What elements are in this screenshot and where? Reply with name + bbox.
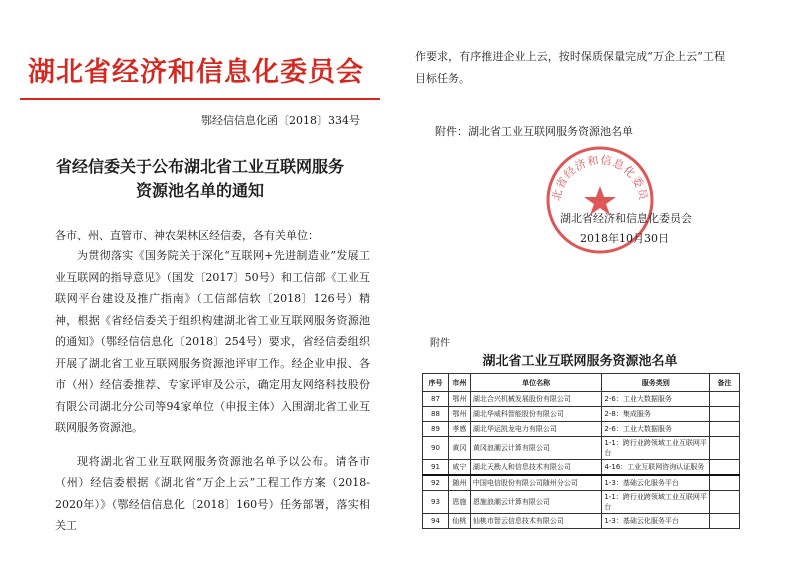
row-remarks bbox=[710, 407, 740, 422]
table-row bbox=[423, 422, 740, 437]
document-number: 鄂经信信息化函〔2018〕334号 bbox=[201, 114, 360, 127]
table-row bbox=[423, 392, 740, 407]
table-row bbox=[423, 437, 740, 460]
row-city: 孝感 bbox=[448, 422, 470, 437]
table-row bbox=[423, 491, 740, 514]
header-index: 序号 bbox=[423, 374, 449, 392]
row-city: 黄冈 bbox=[448, 437, 470, 460]
attachment-reference: 附件：湖北省工业互联网服务资源池名单 bbox=[435, 125, 633, 138]
row-index: 87 bbox=[423, 392, 449, 407]
row-unit-name: 湖北合兴机械发展股份有限公司 bbox=[470, 392, 602, 407]
header-unit-name: 单位名称 bbox=[470, 374, 602, 392]
row-index: 90 bbox=[423, 437, 449, 460]
letterhead-red-line bbox=[20, 98, 380, 100]
row-remarks bbox=[710, 392, 740, 407]
row-index: 93 bbox=[423, 491, 449, 514]
row-index: 94 bbox=[423, 514, 449, 529]
row-remarks bbox=[710, 491, 740, 514]
row-index: 91 bbox=[423, 460, 449, 476]
row-unit-name: 黄冈浪潮云计算有限公司 bbox=[470, 437, 602, 460]
notice-title bbox=[20, 155, 380, 203]
seal-text: 北省经济和信息化委员 bbox=[549, 153, 651, 202]
row-remarks bbox=[710, 514, 740, 529]
salutation: 各市、州、直管市、神农架林区经信委，各有关单位： bbox=[55, 229, 319, 242]
row-service-category: 2-6：工业大数据服务 bbox=[602, 392, 710, 407]
annex-title: 湖北省工业互联网服务资源池名单 bbox=[482, 354, 678, 369]
row-unit-name: 中国电信股份有限公司随州分公司 bbox=[470, 475, 602, 491]
row-city: 仙桃 bbox=[448, 514, 470, 529]
table-row bbox=[423, 475, 740, 491]
row-remarks bbox=[710, 437, 740, 460]
table-row bbox=[423, 460, 740, 476]
row-unit-name: 仙桃市智云信息技术有限公司 bbox=[470, 514, 602, 529]
row-unit-name: 湖北华威科智能股份有限公司 bbox=[470, 407, 602, 422]
row-index: 88 bbox=[423, 407, 449, 422]
row-city: 恩施 bbox=[448, 491, 470, 514]
row-unit-name: 湖北天勘人和信息技术有限公司 bbox=[470, 460, 602, 476]
row-city: 鄂州 bbox=[448, 392, 470, 407]
row-remarks bbox=[710, 422, 740, 437]
row-service-category: 1-1：跨行业跨领域工业互联网平台 bbox=[602, 437, 710, 460]
annex-label: 附件 bbox=[430, 338, 450, 349]
row-service-category: 4-16：工业互联网咨询认证服务 bbox=[602, 460, 710, 476]
table-row bbox=[423, 407, 740, 422]
header-city: 市州 bbox=[448, 374, 470, 392]
row-city: 鄂州 bbox=[448, 407, 470, 422]
body-paragraph-1: 为贯彻落实《国务院关于深化“互联网+先进制造业”发展工业互联网的指导意见》（国发〔2017〕50号）和工信部《工业互联网平台建设及推广指南》（工信部信软〔2018〕126号）精神，根据《省经信委关于组织构建湖北省工业互联网服务资源池的通知》（鄂经信信息化〔2018〕254号）要求，省经信委组织开展了湖北省工业互联网服务资源池评审工作。经企业申报、各市（州）经信委推荐、专家评审及公示，确定用友网络科技股份有限公司湖北分公司等94家单位（申报主体）入围湖北省工业互联网服务资源池。 bbox=[55, 249, 370, 434]
signature-date: 2018年10月30日 bbox=[580, 232, 669, 245]
row-unit-name: 恩施浪潮云计算有限公司 bbox=[470, 491, 602, 514]
header-remarks: 备注 bbox=[710, 374, 740, 392]
row-unit-name: 湖北华运凯龙电力有限公司 bbox=[470, 422, 602, 437]
letterhead-title: 湖北省经济和信息化委员会 bbox=[28, 57, 364, 88]
row-remarks bbox=[710, 475, 740, 491]
resource-pool-table bbox=[422, 373, 740, 529]
row-index: 92 bbox=[423, 475, 449, 491]
header-service-category: 服务类别 bbox=[602, 374, 710, 392]
row-city: 咸宁 bbox=[448, 460, 470, 476]
row-index: 89 bbox=[423, 422, 449, 437]
body-paragraph-2: 现将湖北省工业互联网服务资源池名单予以公布。请各市（州）经信委根据《湖北省“万企上云”工程工作方案（2018-2020年）》（鄂经信信息化〔2018〕160号）任务部署，落实相关工 bbox=[55, 454, 370, 532]
row-service-category: 1-3：基础云化服务平台 bbox=[602, 514, 710, 529]
row-service-category: 1-1：跨行业跨领域工业互联网平台 bbox=[602, 491, 710, 514]
row-city: 随州 bbox=[448, 475, 470, 491]
row-service-category: 2-8：集成服务 bbox=[602, 407, 710, 422]
signature-organization: 湖北省经济和信息化委员会 bbox=[560, 212, 692, 225]
row-service-category: 1-3：基础云化服务平台 bbox=[602, 475, 710, 491]
notice-title-line-1: 省经信委关于公布湖北省工业互联网服务 bbox=[55, 157, 344, 176]
notice-page-right bbox=[400, 0, 800, 580]
table-header-row bbox=[423, 374, 740, 392]
row-remarks bbox=[710, 460, 740, 476]
notice-title-line-2: 资源池名单的通知 bbox=[135, 181, 264, 200]
body-paragraph-2-continued: 作要求，有序推进企业上云，按时保质保量完成“万企上云”工程目标任务。 bbox=[415, 50, 725, 85]
table-row bbox=[423, 514, 740, 529]
row-service-category: 2-6：工业大数据服务 bbox=[602, 422, 710, 437]
body-continuation bbox=[415, 46, 725, 90]
notice-body bbox=[55, 245, 370, 537]
